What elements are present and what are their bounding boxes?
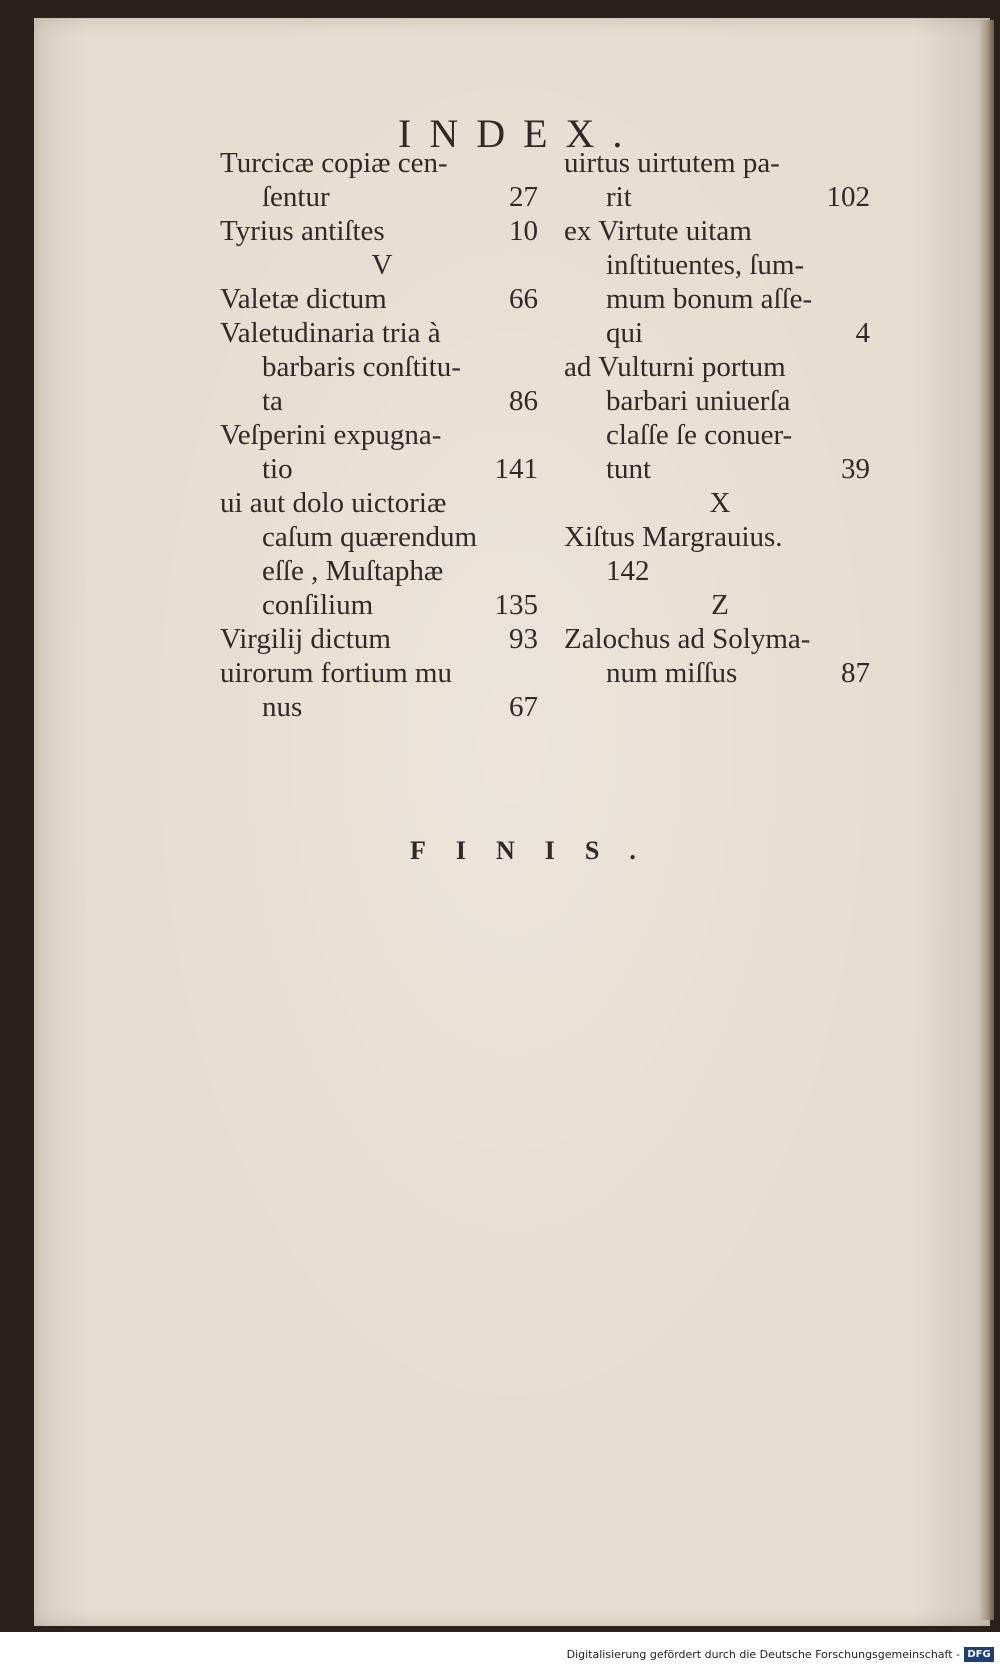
- page-number: 39: [841, 453, 870, 485]
- entry-text: ad Vulturni portum: [564, 351, 786, 383]
- index-entry-line: [226, 452, 538, 486]
- entry-text: num miſſus: [606, 657, 738, 689]
- index-heading: INDEX.: [398, 111, 641, 156]
- entry-text: ſentur: [262, 181, 330, 213]
- entry-text: tio: [262, 453, 293, 485]
- index-entry-line: [220, 656, 538, 690]
- index-entry-line: [570, 316, 870, 350]
- entry-text: Veſperini expugna-: [220, 419, 442, 451]
- index-entry-line: [220, 214, 538, 248]
- index-column-right: [564, 146, 870, 690]
- page-number: 135: [494, 589, 538, 621]
- page-number: 67: [509, 691, 538, 723]
- page-edge: [980, 20, 994, 1620]
- index-entry-line: [570, 248, 870, 282]
- entry-text: rit: [606, 181, 632, 213]
- entry-text: Valetudinaria tria à: [220, 317, 441, 349]
- entry-text: ex Virtute uitam: [564, 215, 752, 247]
- entry-text: Virgilij dictum: [220, 623, 391, 655]
- index-entry-line: [220, 146, 538, 180]
- index-entry-line: [570, 486, 870, 520]
- index-entry-line: [226, 350, 538, 384]
- entry-text: claſſe ſe conuer-: [606, 419, 793, 451]
- index-column-left: [220, 146, 538, 724]
- page-number: 66: [509, 283, 538, 315]
- entry-text: qui: [606, 317, 644, 349]
- entry-text: inſtituentes, ſum-: [606, 249, 805, 281]
- entry-text: V: [371, 249, 393, 281]
- index-entry-line: [226, 248, 538, 282]
- entry-text: mum bonum aſſe-: [606, 283, 813, 315]
- entry-text: barbari uniuerſa: [606, 385, 791, 417]
- entry-text: nus: [262, 691, 303, 723]
- index-entry-line: [220, 418, 538, 452]
- entry-text: Zalochus ad Solyma-: [564, 623, 811, 655]
- page-number: 141: [494, 453, 538, 485]
- finis-text: FINIS.: [410, 836, 666, 865]
- entry-text: caſum quærendum: [262, 521, 478, 553]
- footer-text: Digitalisierung gefördert durch die Deutsche Forschungsgemeinschaft -: [566, 1648, 960, 1661]
- index-entry-line: [570, 554, 870, 588]
- index-entry-line: [564, 520, 870, 554]
- index-entry-line: [220, 622, 538, 656]
- index-entry-line: [570, 588, 870, 622]
- index-entry-line: [564, 146, 870, 180]
- entry-text: 142: [606, 555, 650, 587]
- index-entry-line: [570, 282, 870, 316]
- index-entry-line: [570, 384, 870, 418]
- entry-text: Xiſtus Margrauius.: [564, 521, 783, 553]
- index-entry-line: [226, 588, 538, 622]
- entry-text: Z: [711, 589, 729, 621]
- page-number: 93: [509, 623, 538, 655]
- page-number: 87: [841, 657, 870, 689]
- index-entry-line: [226, 690, 538, 724]
- index-entry-line: [564, 622, 870, 656]
- index-entry-line: [570, 180, 870, 214]
- index-entry-line: [226, 554, 538, 588]
- index-entry-line: [220, 282, 538, 316]
- entry-text: conſilium: [262, 589, 374, 621]
- entry-text: Tyrius antiſtes: [220, 215, 385, 247]
- entry-text: barbaris conſtitu-: [262, 351, 461, 383]
- index-entry-line: [570, 418, 870, 452]
- entry-text: Valetæ dictum: [220, 283, 387, 315]
- index-entry-line: [226, 520, 538, 554]
- entry-text: uirtus uirtutem pa-: [564, 147, 780, 179]
- index-entry-line: [564, 350, 870, 384]
- entry-text: eſſe , Muſtaphæ: [262, 555, 444, 587]
- index-entry-line: [226, 384, 538, 418]
- entry-text: tunt: [606, 453, 652, 485]
- page-number: 86: [509, 385, 538, 417]
- entry-text: ui aut dolo uictoriæ: [220, 487, 447, 519]
- page-number: 102: [826, 181, 870, 213]
- dfg-logo: DFG: [964, 1647, 994, 1662]
- footer-bar: [0, 1640, 1000, 1668]
- index-entry-line: [220, 316, 538, 350]
- page-number: 27: [509, 181, 538, 213]
- index-entry-line: [570, 656, 870, 690]
- entry-text: Turcicæ copiæ cen-: [220, 147, 448, 179]
- index-entry-line: [564, 214, 870, 248]
- page-number: 10: [509, 215, 538, 247]
- index-entry-line: [226, 180, 538, 214]
- entry-text: ta: [262, 385, 283, 417]
- entry-text: X: [709, 487, 731, 519]
- index-entry-line: [220, 486, 538, 520]
- page-number: 4: [855, 317, 870, 349]
- entry-text: uirorum fortium mu: [220, 657, 452, 689]
- index-entry-line: [570, 452, 870, 486]
